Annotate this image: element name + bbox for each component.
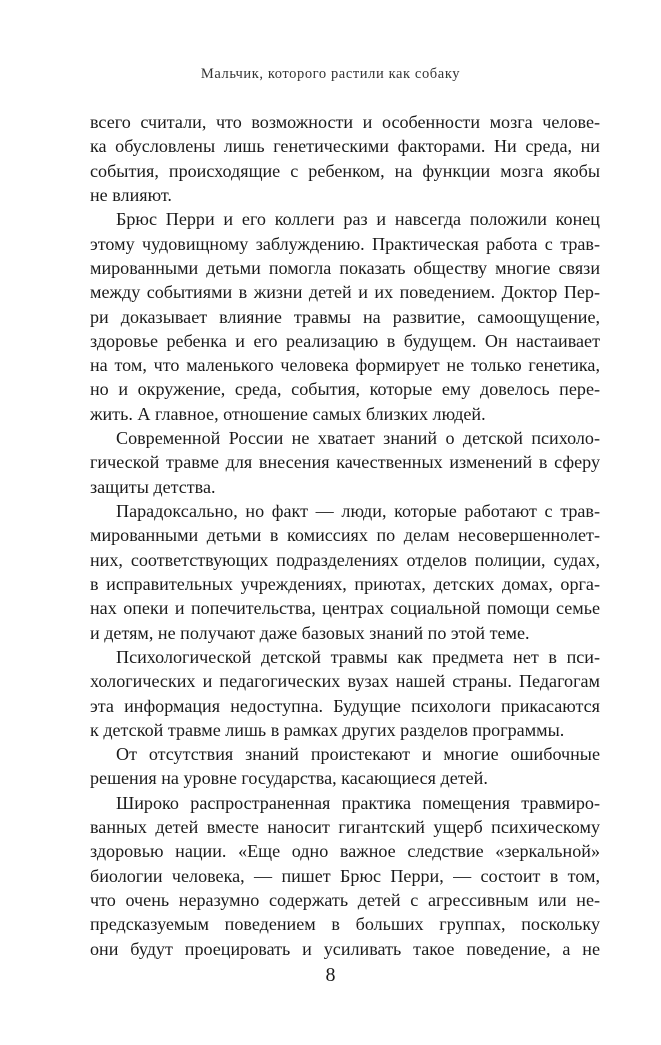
text-line: всего считали, что возможности и особенности мозга челове- bbox=[90, 112, 600, 132]
text-line: события, происходящие с ребенком, на функции мозга якобы bbox=[90, 160, 600, 181]
text-line: но и окружение, среда, события, которые ему довелось пере- bbox=[90, 379, 600, 400]
running-head: Мальчик, которого растили как собаку bbox=[200, 66, 461, 82]
text-line: решения на уровне государства, касающиеся детей. bbox=[90, 768, 488, 789]
page-number: 8 bbox=[325, 964, 336, 986]
text-line: в исправительных учреждениях, приютах, детских домах, орга- bbox=[90, 573, 600, 594]
text-line: хологических и педагогических вузах нашей страны. Педагогам bbox=[90, 671, 600, 692]
text-line: к детской травме лишь в рамках других разделов программы. bbox=[90, 719, 565, 740]
text-line: ри доказывает влияние травмы на развитие, самоощущение, bbox=[90, 306, 600, 327]
text-line: Широко распространенная практика помещения травмиро- bbox=[116, 792, 600, 813]
text-line: они будут проецировать и усиливать такое поведение, а не bbox=[90, 938, 600, 959]
text-line: и детям, не получают даже базовых знаний по этой теме. bbox=[90, 622, 530, 643]
text-line: Брюс Перри и его коллеги раз и навсегда положили конец bbox=[116, 209, 600, 230]
text-line: этому чудовищному заблуждению. Практическая работа с трав- bbox=[90, 233, 600, 254]
text-line: От отсутствия знаний проистекают и многие ошибочные bbox=[116, 744, 600, 765]
text-line: что очень неразумно содержать детей с агрессивным или не- bbox=[90, 890, 600, 910]
text-line: гической травме для внесения качественных изменений в сферу bbox=[90, 452, 600, 473]
text-line: жить. А главное, отношение самых близких людей. bbox=[90, 403, 486, 424]
text-line: нах опеки и попечительства, центрах социальной помощи семье bbox=[90, 598, 600, 619]
text-line: защиты детства. bbox=[90, 476, 216, 497]
text-line: них, соответствующих подразделениях отделов полиции, судах, bbox=[90, 549, 600, 570]
text-line: Психологической детской травмы как предмета нет в пси- bbox=[116, 646, 600, 667]
text-line: здоровье ребенка и его реализацию в будущем. Он настаивает bbox=[90, 330, 600, 351]
text-line: ванных детей вместе наносит гигантский ущерб психическому bbox=[90, 817, 600, 838]
text-line: мированными детьми в комиссиях по делам несовершеннолет- bbox=[90, 525, 600, 546]
text-line: биологии человека, — пишет Брюс Перри, — состоит в том, bbox=[90, 865, 600, 886]
text-line: предсказуемым поведением в больших группах, поскольку bbox=[90, 914, 600, 935]
text-line: ка обусловлены лишь генетическими факторами. Ни среда, ни bbox=[90, 136, 600, 157]
text-line: Современной России не хватает знаний о детской психоло- bbox=[116, 428, 600, 449]
text-line: на том, что маленького человека формирует не только генетика, bbox=[90, 355, 600, 376]
text-line: мированными детьми помогла показать обществу многие связи bbox=[90, 257, 600, 278]
body-text bbox=[90, 110, 600, 961]
text-line: эта информация недоступна. Будущие психологи прикасаются bbox=[90, 695, 600, 716]
text-line: Парадоксально, но факт — люди, которые работают с трав- bbox=[116, 501, 600, 521]
text-line: здоровью нации. «Еще одно важное следствие «зеркальной» bbox=[90, 841, 600, 862]
text-line: между событиями в жизни детей и их поведением. Доктор Пер- bbox=[90, 282, 600, 303]
text-line: не влияют. bbox=[90, 184, 172, 205]
